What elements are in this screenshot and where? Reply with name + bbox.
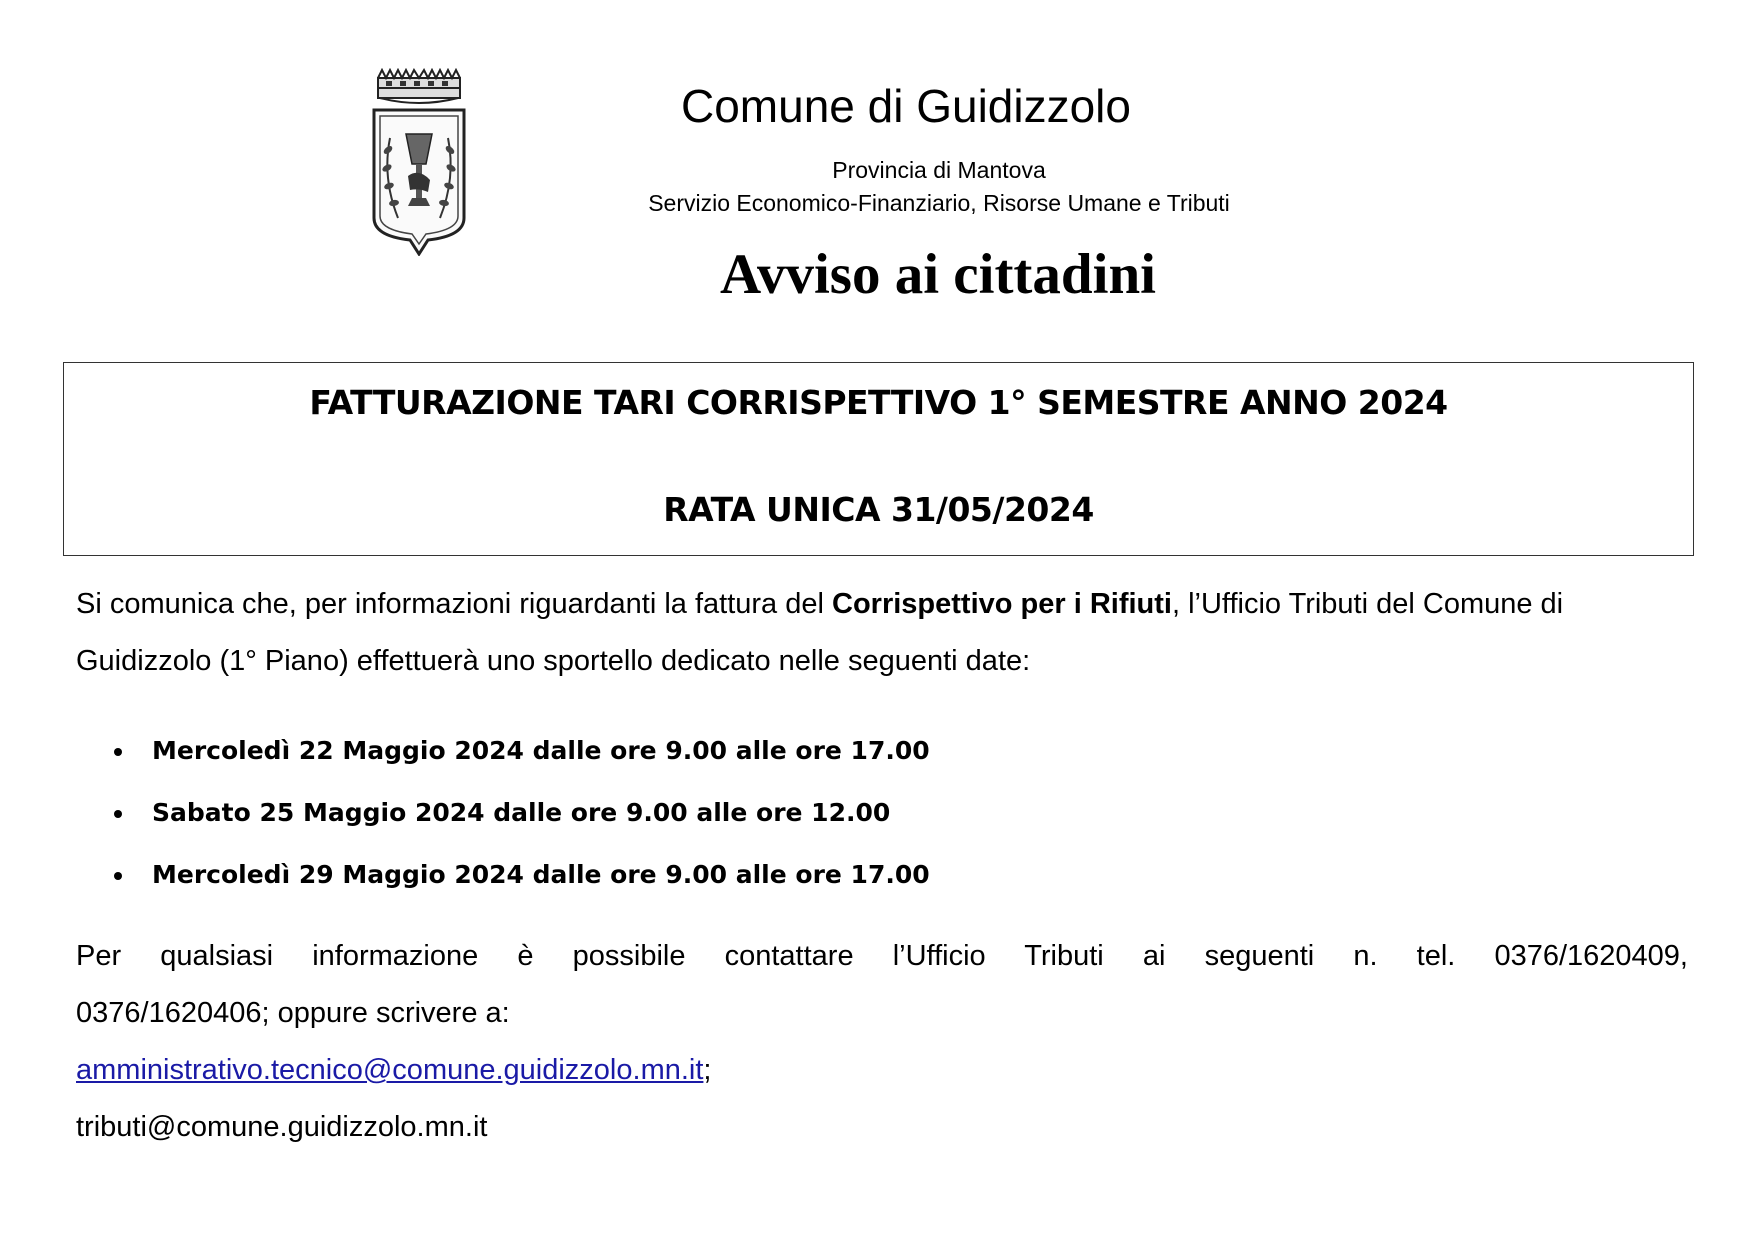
municipality-name: Comune di Guidizzolo: [680, 80, 1131, 132]
schedule-item-text: Mercoledì 29 Maggio 2024 dalle ore 9.00 alle ore 17.00: [152, 860, 930, 889]
province-name: Provincia di Mantova: [832, 157, 1046, 183]
email-link-amministrativo[interactable]: amministrativo.tecnico@comune.guidizzolo.mn.it: [76, 1054, 704, 1086]
contact-email-row: [76, 1042, 1688, 1099]
schedule-item: [110, 725, 930, 787]
intro-bold-text: Corrispettivo per i Rifiuti: [832, 588, 1172, 620]
schedule-list: [110, 725, 930, 911]
intro-text-start: Si comunica che, per informazioni riguardanti la fattura del: [76, 588, 832, 620]
contact-line-write: 0376/1620406; oppure scrivere a:: [76, 997, 510, 1029]
email-tributi: tributi@comune.guidizzolo.mn.it: [76, 1111, 488, 1143]
intro-text-end: , l’Ufficio Tributi del Comune di Guidizzolo (1° Piano) effettuerà uno sportello dedicato nelle seguenti date:: [76, 588, 1564, 677]
notice-title: Avviso ai cittadini: [720, 243, 1156, 306]
schedule-item-text: Mercoledì 22 Maggio 2024 dalle ore 9.00 alle ore 17.00: [152, 736, 930, 765]
schedule-item: [110, 849, 930, 911]
contact-section: [76, 928, 1688, 1156]
bullet-icon: [114, 748, 122, 756]
schedule-item-text: Sabato 25 Maggio 2024 dalle ore 9.00 alle ore 12.00: [152, 798, 891, 827]
schedule-item: [110, 787, 930, 849]
contact-line-phones: Per qualsiasi informazione è possibile contattare l’Ufficio Tributi ai seguenti n. tel. 0376/1620409,: [76, 940, 1688, 972]
subject-box: [63, 362, 1694, 556]
due-date-line: RATA UNICA 31/05/2024: [663, 490, 1094, 529]
intro-paragraph: [76, 576, 1688, 690]
bullet-icon: [114, 810, 122, 818]
subject-line: FATTURAZIONE TARI CORRISPETTIVO 1° SEMESTRE ANNO 2024: [309, 383, 1448, 422]
service-department: Servizio Economico-Finanziario, Risorse Umane e Tributi: [648, 190, 1230, 216]
email-separator: ;: [703, 1054, 712, 1086]
bullet-icon: [114, 872, 122, 880]
